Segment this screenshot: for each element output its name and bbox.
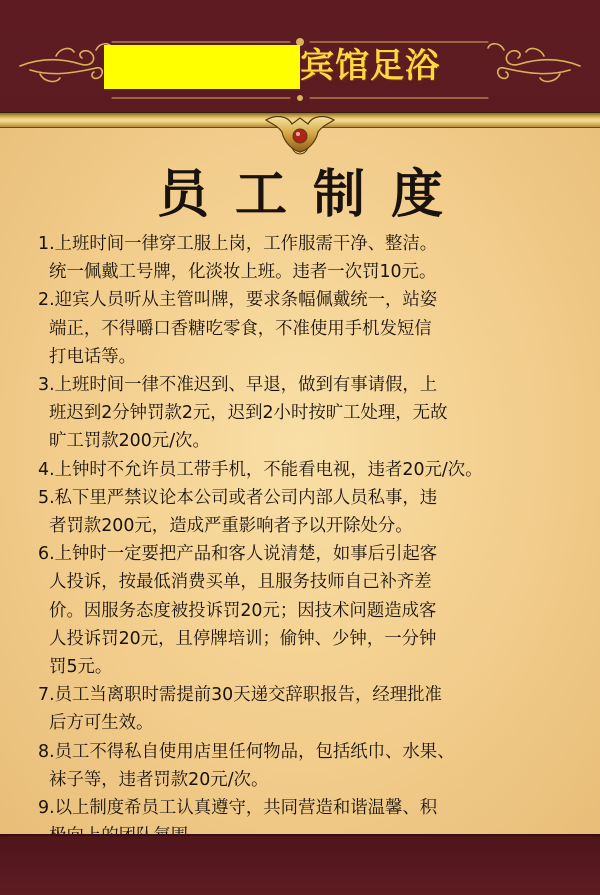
rules-list	[38, 230, 578, 850]
header-title: 宾馆足浴	[300, 46, 440, 86]
rule-item: 8.员工不得私自使用店里任何物品，包括纸巾、水果、 袜子等，违者罚款20元/次。	[38, 741, 455, 790]
rule-item: 2.迎宾人员听从主管叫牌，要求条幅佩戴统一，站姿 端正，不得嚼口香糖吃零食，不准使用手机发短信 打电话等。	[38, 290, 438, 367]
document-title: 员工制度	[156, 165, 469, 225]
rule-item: 1.上班时间一律穿工服上岗，工作服需干净、整洁。 统一佩戴工号牌，化淡妆上班。违者一次罚10元。	[38, 234, 438, 283]
rule-item: 9.以上制度希员工认真遵守，共同营造和谐温馨、积	[38, 798, 438, 819]
rule-item: 7.员工当离职时需提前30天递交辞职报告，经理批准 后方可生效。	[38, 685, 442, 734]
bottom-border	[0, 834, 600, 895]
rule-item: 4.上钟时不允许员工带手机，不能看电视，违者20元/次。	[38, 459, 483, 480]
rule-item: 6.上钟时一定要把产品和客人说清楚，如事后引起客 人投诉，按最低消费买单，且服务技师自己补齐差 价。因服务态度被投诉罚20元；因技术问题造成客 人投诉罚20元，且停牌培训；偷钟、少钟，一分钟 罚5元。	[38, 544, 438, 678]
rule-item: 5.私下里严禁议论本公司或者公司内部人员私事，违 者罚款200元，造成严重影响者予以开除处分。	[38, 487, 438, 537]
gold-dragon-emblem-icon	[262, 108, 338, 160]
business-name-placeholder	[104, 45, 300, 89]
header	[0, 0, 600, 118]
rule-item: 3.上班时间一律不准迟到、早退，做到有事请假，上 班迟到2分钟罚款2元，迟到2小时按旷工处理，无故 旷工罚款200元/次。	[38, 375, 448, 452]
